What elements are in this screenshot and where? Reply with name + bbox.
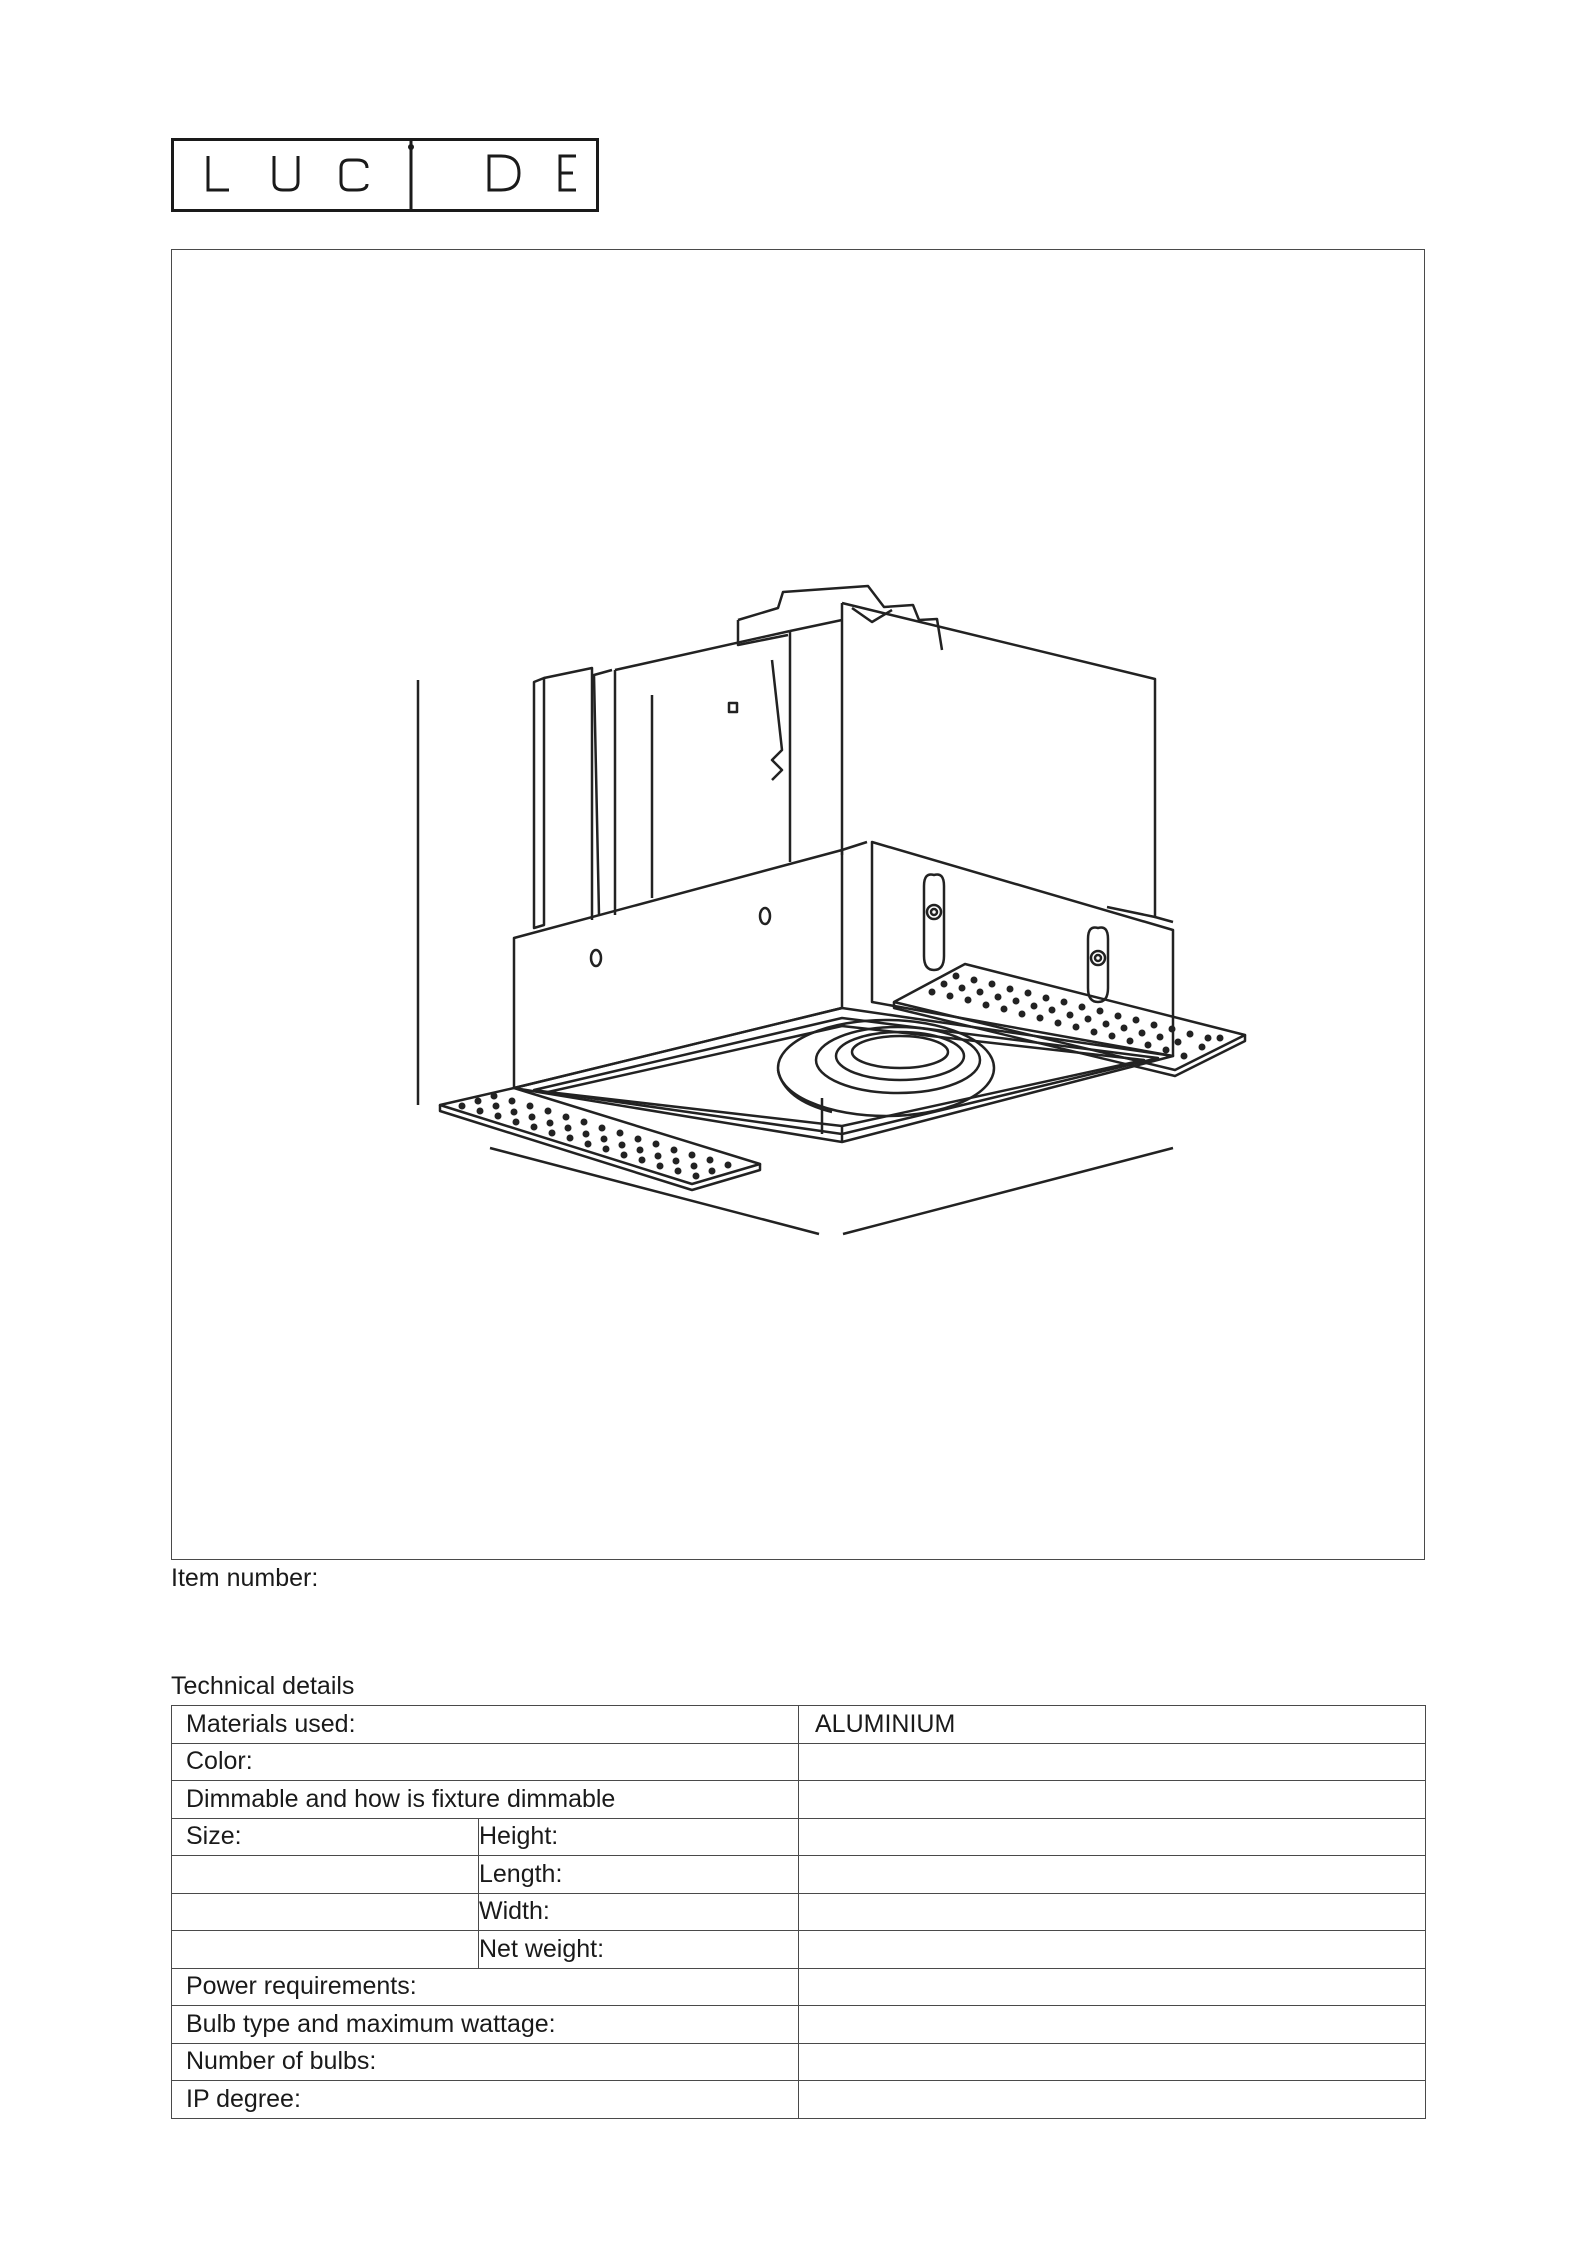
table-row — [172, 2043, 1426, 2081]
spec-value: ALUMINIUM — [799, 1706, 1426, 1744]
spec-label: Color: — [172, 1743, 799, 1781]
table-row — [172, 1706, 1426, 1744]
table-row — [172, 1781, 1426, 1819]
spec-value — [799, 2043, 1426, 2081]
table-row — [172, 1743, 1426, 1781]
spec-value — [799, 1893, 1426, 1931]
spec-value — [799, 1818, 1426, 1856]
table-row — [172, 2006, 1426, 2044]
product-drawing-frame — [171, 249, 1425, 1560]
table-row — [172, 1856, 1426, 1894]
table-row — [172, 2081, 1426, 2119]
spec-label: Dimmable and how is fixture dimmable — [172, 1781, 799, 1819]
spec-value — [799, 1781, 1426, 1819]
spec-value — [799, 1968, 1426, 2006]
spec-label — [172, 1856, 479, 1894]
spec-label — [172, 1931, 479, 1969]
spec-label: Power requirements: — [172, 1968, 799, 2006]
table-row — [172, 1893, 1426, 1931]
table-row — [172, 1968, 1426, 2006]
table-row — [172, 1931, 1426, 1969]
spec-sublabel: Net weight: — [479, 1931, 799, 1969]
spec-label: Materials used: — [172, 1706, 799, 1744]
spec-label: Bulb type and maximum wattage: — [172, 2006, 799, 2044]
technical-details-table — [171, 1705, 1426, 2119]
spec-value — [799, 2006, 1426, 2044]
table-row — [172, 1818, 1426, 1856]
spec-value — [799, 2081, 1426, 2119]
lucide-logo-icon — [171, 138, 599, 212]
spec-value — [799, 1743, 1426, 1781]
spec-sublabel: Length: — [479, 1856, 799, 1894]
technical-details-heading: Technical details — [171, 1672, 355, 1700]
spec-sublabel: Width: — [479, 1893, 799, 1931]
brand-logo — [171, 138, 599, 212]
spec-label: Size: — [172, 1818, 479, 1856]
spec-sublabel: Height: — [479, 1818, 799, 1856]
spec-label: IP degree: — [172, 2081, 799, 2119]
spec-value — [799, 1931, 1426, 1969]
spec-value — [799, 1856, 1426, 1894]
spec-label: Number of bulbs: — [172, 2043, 799, 2081]
recessed-spotlight-drawing-icon — [172, 250, 1426, 1561]
spec-label — [172, 1893, 479, 1931]
item-number-label: Item number: — [171, 1564, 319, 1592]
